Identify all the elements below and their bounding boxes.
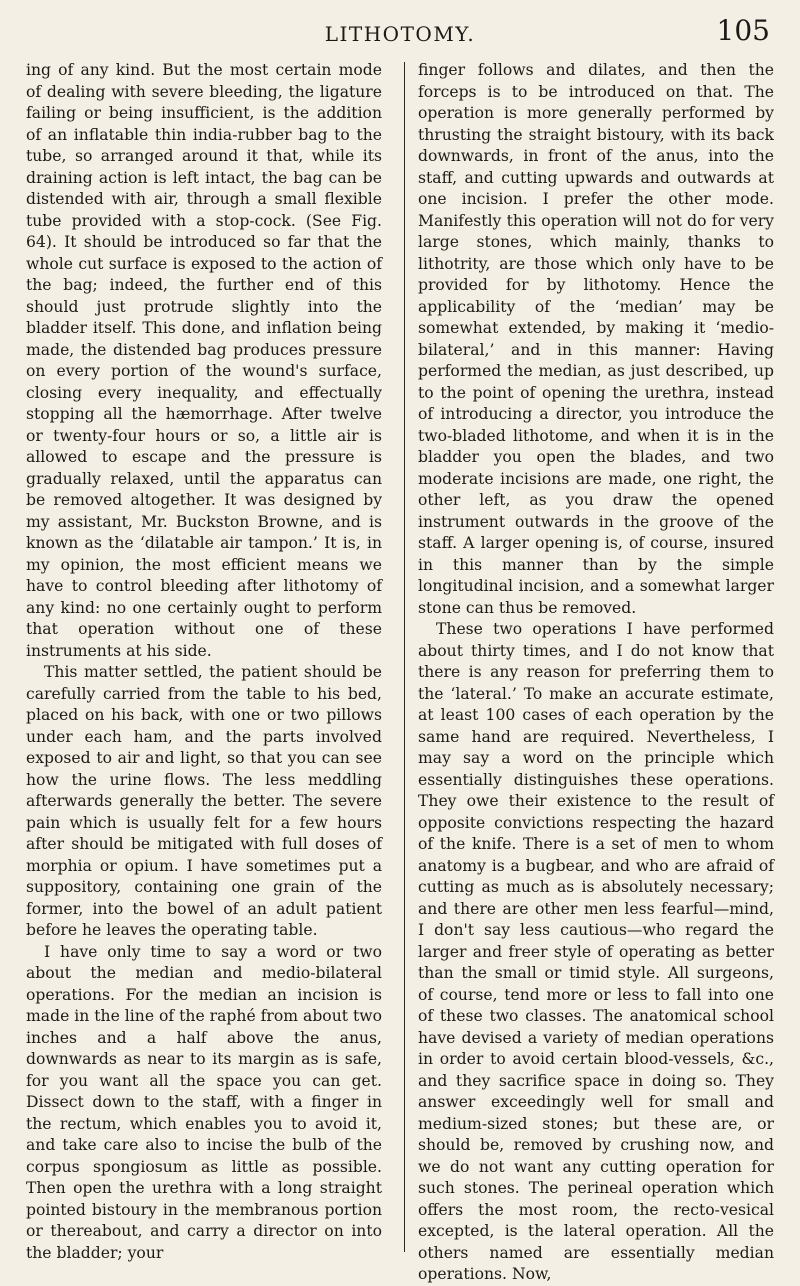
page-number: 105 <box>716 14 770 47</box>
paragraph: finger follows and dilates, and then the forceps is to be introduced on that. The operation is more generally performed by thrusting the straight bistoury, with its back downwards, in front of the anus, into the staff, and cutting upwards and outwards at one incision. I prefer the other mode. Manifestly this operation will not do for very large stones, which mainly, thanks to lithotrity, are those which only have to be provided for by lithotomy. Hence the applicability of the ‘median’ may be somewhat extended, by making it ‘medio-bilateral,’ and in this manner: Having performed the median, as just described, up to the point of opening the urethra, instead of introducing a director, you introduce the two-bladed lithotome, and when it is in the bladder you open the blades, and two moderate incisions are made, one right, the other left, as you draw the opened instrument outwards in the groove of the staff. A larger opening is, of course, insured in this manner than by the simple longitudinal incision, and a somewhat larger stone can thus be removed. <box>418 61 774 617</box>
paragraph: ing of any kind. But the most certain mode of dealing with severe bleeding, the ligature failing or being insufficient, is the addition of an inflatable thin india-rubber bag to the tube, so arranged around it that, while its draining action is left intact, the bag can be distended with air, through a small flexible tube provided with a stop-cock. (See Fig. 64). It should be introduced so far that the whole cut surface is exposed to the action of the bag; indeed, the further end of this should just protrude slightly into the bladder itself. This done, and inflation being made, the distended bag produces pressure on every portion of the wound's surface, closing every inequality, and effectually stopping all the hæmorrhage. After twelve or twenty-four hours or so, a little air is allowed to escape and the pressure is gradually relaxed, until the apparatus can be removed altogether. It was designed by my assistant, Mr. Buckston Browne, and is known as the ‘dilatable air tampon.’ It is, in my opinion, the most efficient means we have to control bleeding after lithotomy of any kind: no one certainly ought to perform that operation without one of these instruments at his side. <box>26 61 382 660</box>
running-title: LITHOTOMY. <box>324 22 476 46</box>
right-column <box>418 60 774 1286</box>
paragraph: These two operations I have performed about thirty times, and I do not know that there is any reason for preferring them to the ‘lateral.’ To make an accurate estimate, at least 100 cases of each operation by the same hand are required. Nevertheless, I may say a word on the principle which essentially distinguishes these operations. They owe their existence to the result of opposite convictions respecting the hazard of the knife. There is a set of men to whom anatomy is a bugbear, and who are afraid of cutting as much as is absolutely necessary; and there are other men less fearful—mind, I don't say less cautious—who regard the larger and freer style of operating as better than the small or timid style. All surgeons, of course, tend more or less to fall into one of these two classes. The anatomical school have devised a variety of median operations in order to avoid certain blood-vessels, &c., and they sacrifice space in doing so. They answer exceedingly well for small and medium-sized stones; but these are, or should be, removed by crushing now, and we do not want any cutting operation for such stones. The perineal operation which offers the most room, the recto-vesical excepted, is the lateral operation. All the others named are essentially median operations. Now, <box>418 620 774 1283</box>
column-divider <box>404 62 405 1252</box>
left-column <box>26 60 382 1264</box>
page-header <box>0 6 800 46</box>
paragraph: I have only time to say a word or two about the median and medio-bilateral operations. For the median an incision is made in the line of the raphé from about two inches and a half above the anus, downwards as near to its margin as is safe, for you want all the space you can get. Dissect down to the staff, with a finger in the rectum, which enables you to avoid it, and take care also to incise the bulb of the corpus spongiosum as little as possible. Then open the urethra with a long straight pointed bistoury in the membranous portion or thereabout, and carry a director on into the bladder; your <box>26 942 382 1262</box>
paragraph: This matter settled, the patient should be carefully carried from the table to his bed, placed on his back, with one or two pillows under each ham, and the parts involved exposed to air and light, so that you can see how the urine flows. The less meddling afterwards generally the better. The severe pain which is usually felt for a few hours after should be mitigated with full doses of morphia or opium. I have sometimes put a suppository, containing one grain of the former, into the bowel of an adult patient before he leaves the operating table. <box>26 663 382 939</box>
